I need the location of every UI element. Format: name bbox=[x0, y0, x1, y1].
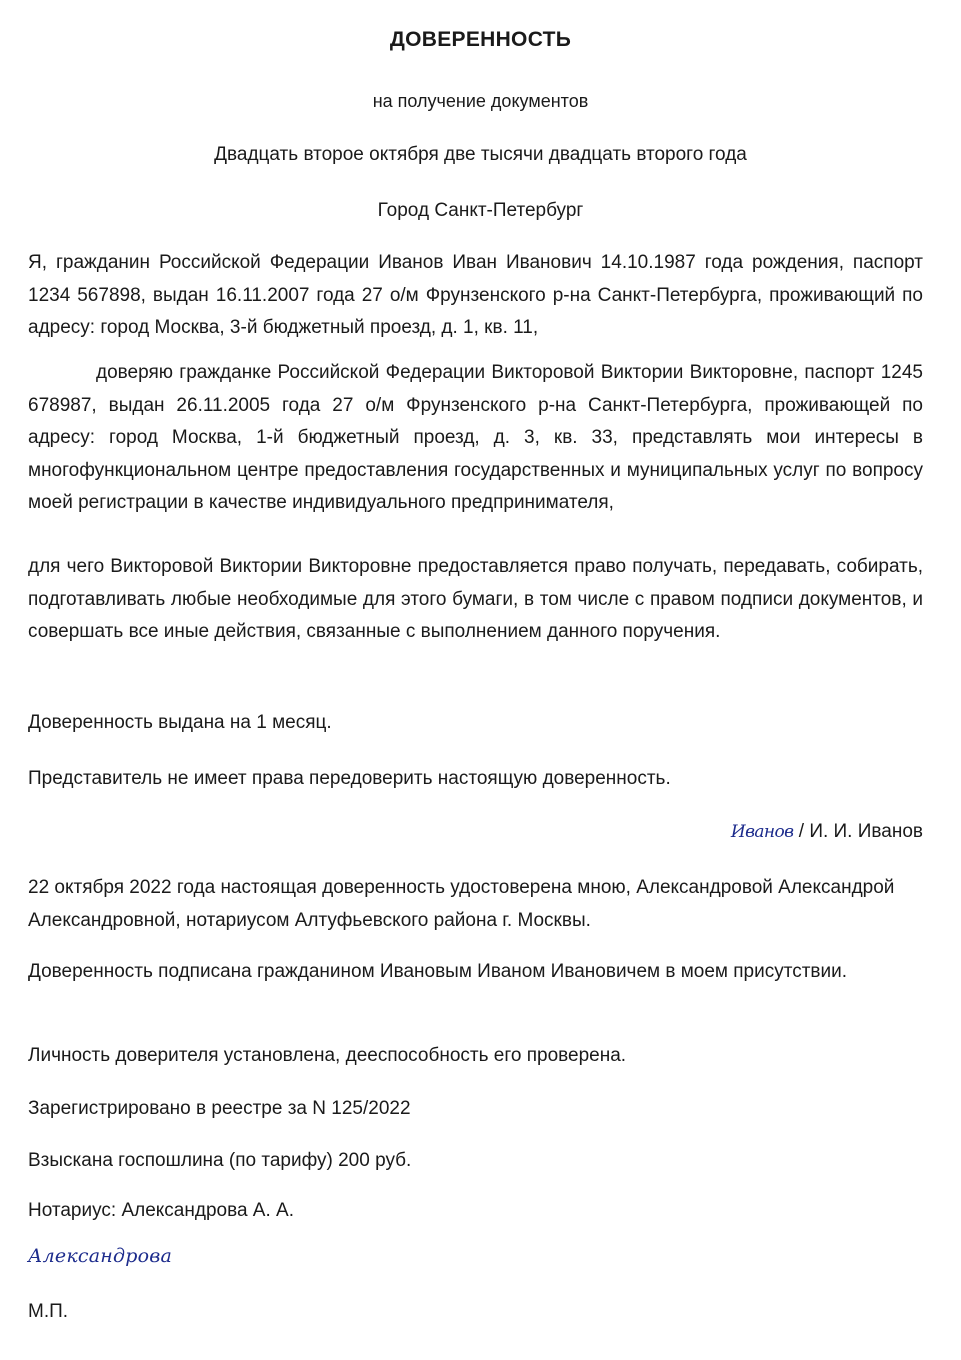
trust-paragraph: доверяю гражданке Российской Федерации Викторовой Виктории Викторовне, паспорт 1245 678987, выдан 26.11.2005 года 27 о/м Фрунзенского р-на Санкт-Петербурга, проживающей по адресу: город Москва, 1-й бюджетный проезд, д. 3, кв. 33, представлять мои интересы в многофункциональном центре предоставления государственных и муниципальных услуг по вопросу моей регистрации в качестве индивидуального предпринимателя, bbox=[28, 362, 923, 513]
term-text: Доверенность выдана на 1 месяц. bbox=[28, 712, 332, 733]
principal-paragraph: Я, гражданин Российской Федерации Иванов Иван Иванович 14.10.1987 года рождения, паспорт 1234 567898, выдан 16.11.2007 года 27 о/м Фрунзенского р-на Санкт-Петербурга, проживающий по адресу: город Москва, 3-й бюджетный проезд, д. 1, кв. 11, bbox=[28, 252, 923, 338]
fee-text: Взыскана госпошлина (по тарифу) 200 руб. bbox=[28, 1150, 412, 1171]
no-redelegation-text: Представитель не имеет права передоверить настоящую доверенность. bbox=[28, 768, 671, 789]
document-subtitle: на получение документов bbox=[372, 91, 589, 111]
principal-signature-line bbox=[731, 818, 923, 846]
signature-separator: / bbox=[793, 821, 810, 842]
purpose-paragraph: для чего Викторовой Виктории Викторовне предоставляется право получать, передавать, собирать, подготавливать любые необходимые для этого бумаги, в том числе с правом подписи документов, и совершать все иные действия, связанные с выполнением данного поручения. bbox=[28, 556, 923, 642]
notary-certification-text: 22 октября 2022 года настоящая доверенность удостоверена мною, Александровой Александрой Александровной, нотариусом Алтуфьевского района г. Москвы. bbox=[28, 877, 895, 931]
principal-printed-name: И. И. Иванов bbox=[809, 821, 923, 842]
document-title: ДОВЕРЕННОСТЬ bbox=[389, 28, 572, 51]
document-date: Двадцать второе октября две тысячи двадцать второго года bbox=[214, 144, 747, 165]
principal-handwritten-signature: Иванов bbox=[730, 822, 794, 842]
document-city: Город Санкт-Петербург bbox=[377, 200, 584, 221]
notary-name-text: Нотариус: Александрова А. А. bbox=[28, 1200, 294, 1221]
notary-handwritten-signature: Александрова bbox=[28, 1245, 172, 1267]
registry-number-text: Зарегистрировано в реестре за N 125/2022 bbox=[28, 1098, 411, 1119]
seal-placeholder: М.П. bbox=[28, 1301, 69, 1322]
notary-signed-text: Доверенность подписана гражданином Ивановым Иваном Ивановичем в моем присутствии. bbox=[28, 961, 848, 982]
identity-verified-text: Личность доверителя установлена, дееспособность его проверена. bbox=[28, 1045, 627, 1066]
